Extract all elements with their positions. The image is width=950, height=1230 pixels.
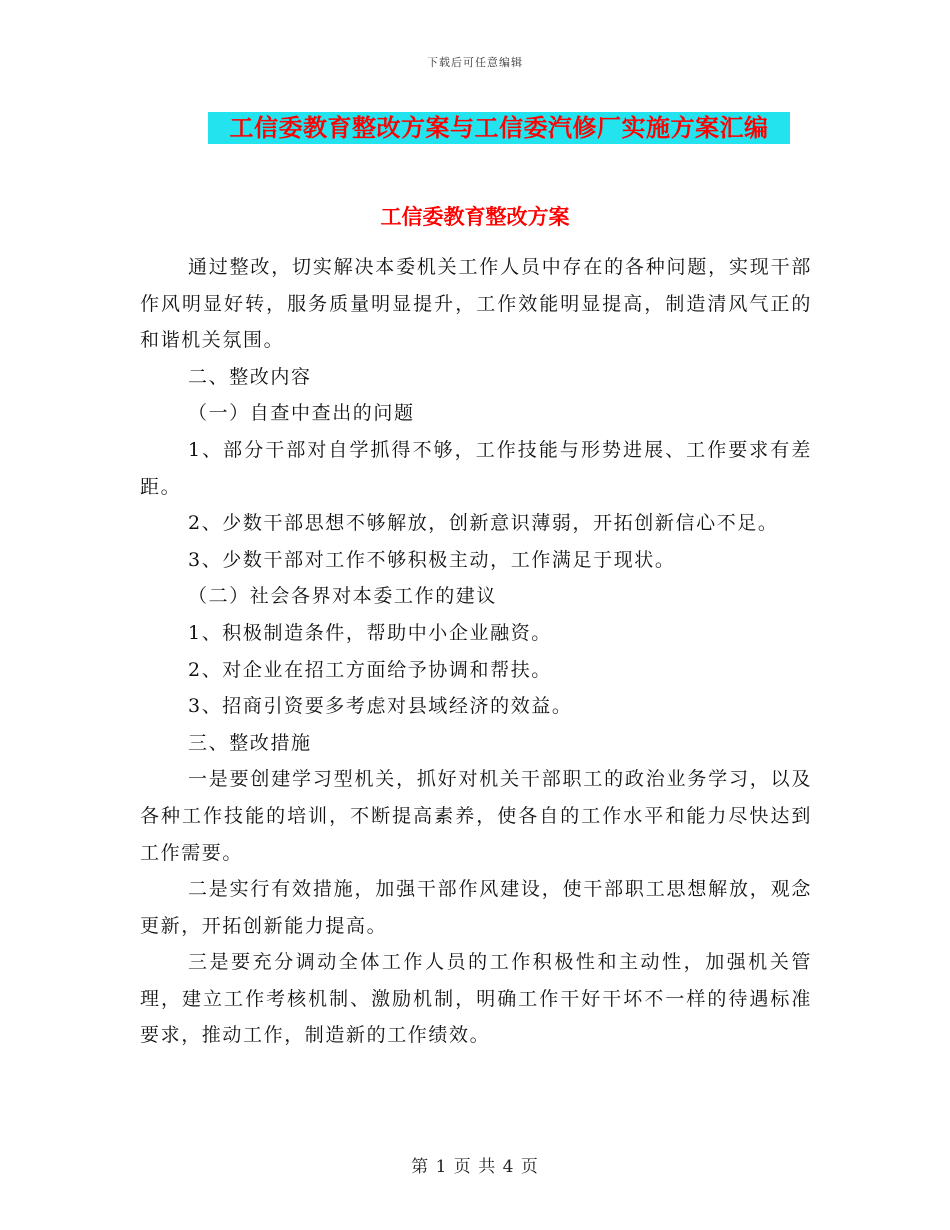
document-body: [140, 249, 812, 1054]
paragraph: 1、积极制造条件，帮助中小企业融资。: [188, 621, 552, 644]
section-title: 工信委教育整改方案: [380, 204, 570, 229]
paragraph: （一）自查中查出的问题: [188, 402, 415, 425]
paragraph: 通过整改，切实解决本委机关工作人员中存在的各种问题，实现干部作风明显好转，服务质量明显提升，工作效能明显提高，制造清风气正的和谐机关氛围。: [140, 256, 812, 352]
page-header-note: 下载后可任意编辑: [427, 56, 523, 69]
paragraph: 二、整改内容: [188, 365, 312, 388]
main-title-highlight: [208, 112, 790, 144]
paragraph: 2、对企业在招工方面给予协调和帮扶。: [188, 658, 552, 681]
page-footer: 第 1 页 共 4 页: [411, 1157, 539, 1177]
paragraph: 2、少数干部思想不够解放，创新意识薄弱，开拓创新信心不足。: [188, 512, 779, 535]
main-title: 工信委教育整改方案与工信委汽修厂实施方案汇编: [229, 113, 769, 142]
paragraph: 一是要创建学习型机关，抓好对机关干部职工的政治业务学习，以及各种工作技能的培训，不断提高素养，使各自的工作水平和能力尽快达到工作需要。: [140, 768, 812, 864]
paragraph: 三是要充分调动全体工作人员的工作积极性和主动性，加强机关管理，建立工作考核机制、激励机制，明确工作干好干坏不一样的待遇标准要求，推动工作，制造新的工作绩效。: [140, 951, 812, 1047]
paragraph: 1、部分干部对自学抓得不够，工作技能与形势进展、工作要求有差距。: [140, 438, 812, 498]
paragraph: 3、少数干部对工作不够积极主动，工作满足于现状。: [188, 548, 676, 571]
paragraph: 三、整改措施: [188, 731, 312, 754]
paragraph: （二）社会各界对本委工作的建议: [188, 585, 498, 608]
paragraph: 3、招商引资要多考虑对县域经济的效益。: [188, 695, 573, 718]
paragraph: 二是实行有效措施，加强干部作风建设，使干部职工思想解放，观念更新，开拓创新能力提高。: [140, 878, 812, 937]
